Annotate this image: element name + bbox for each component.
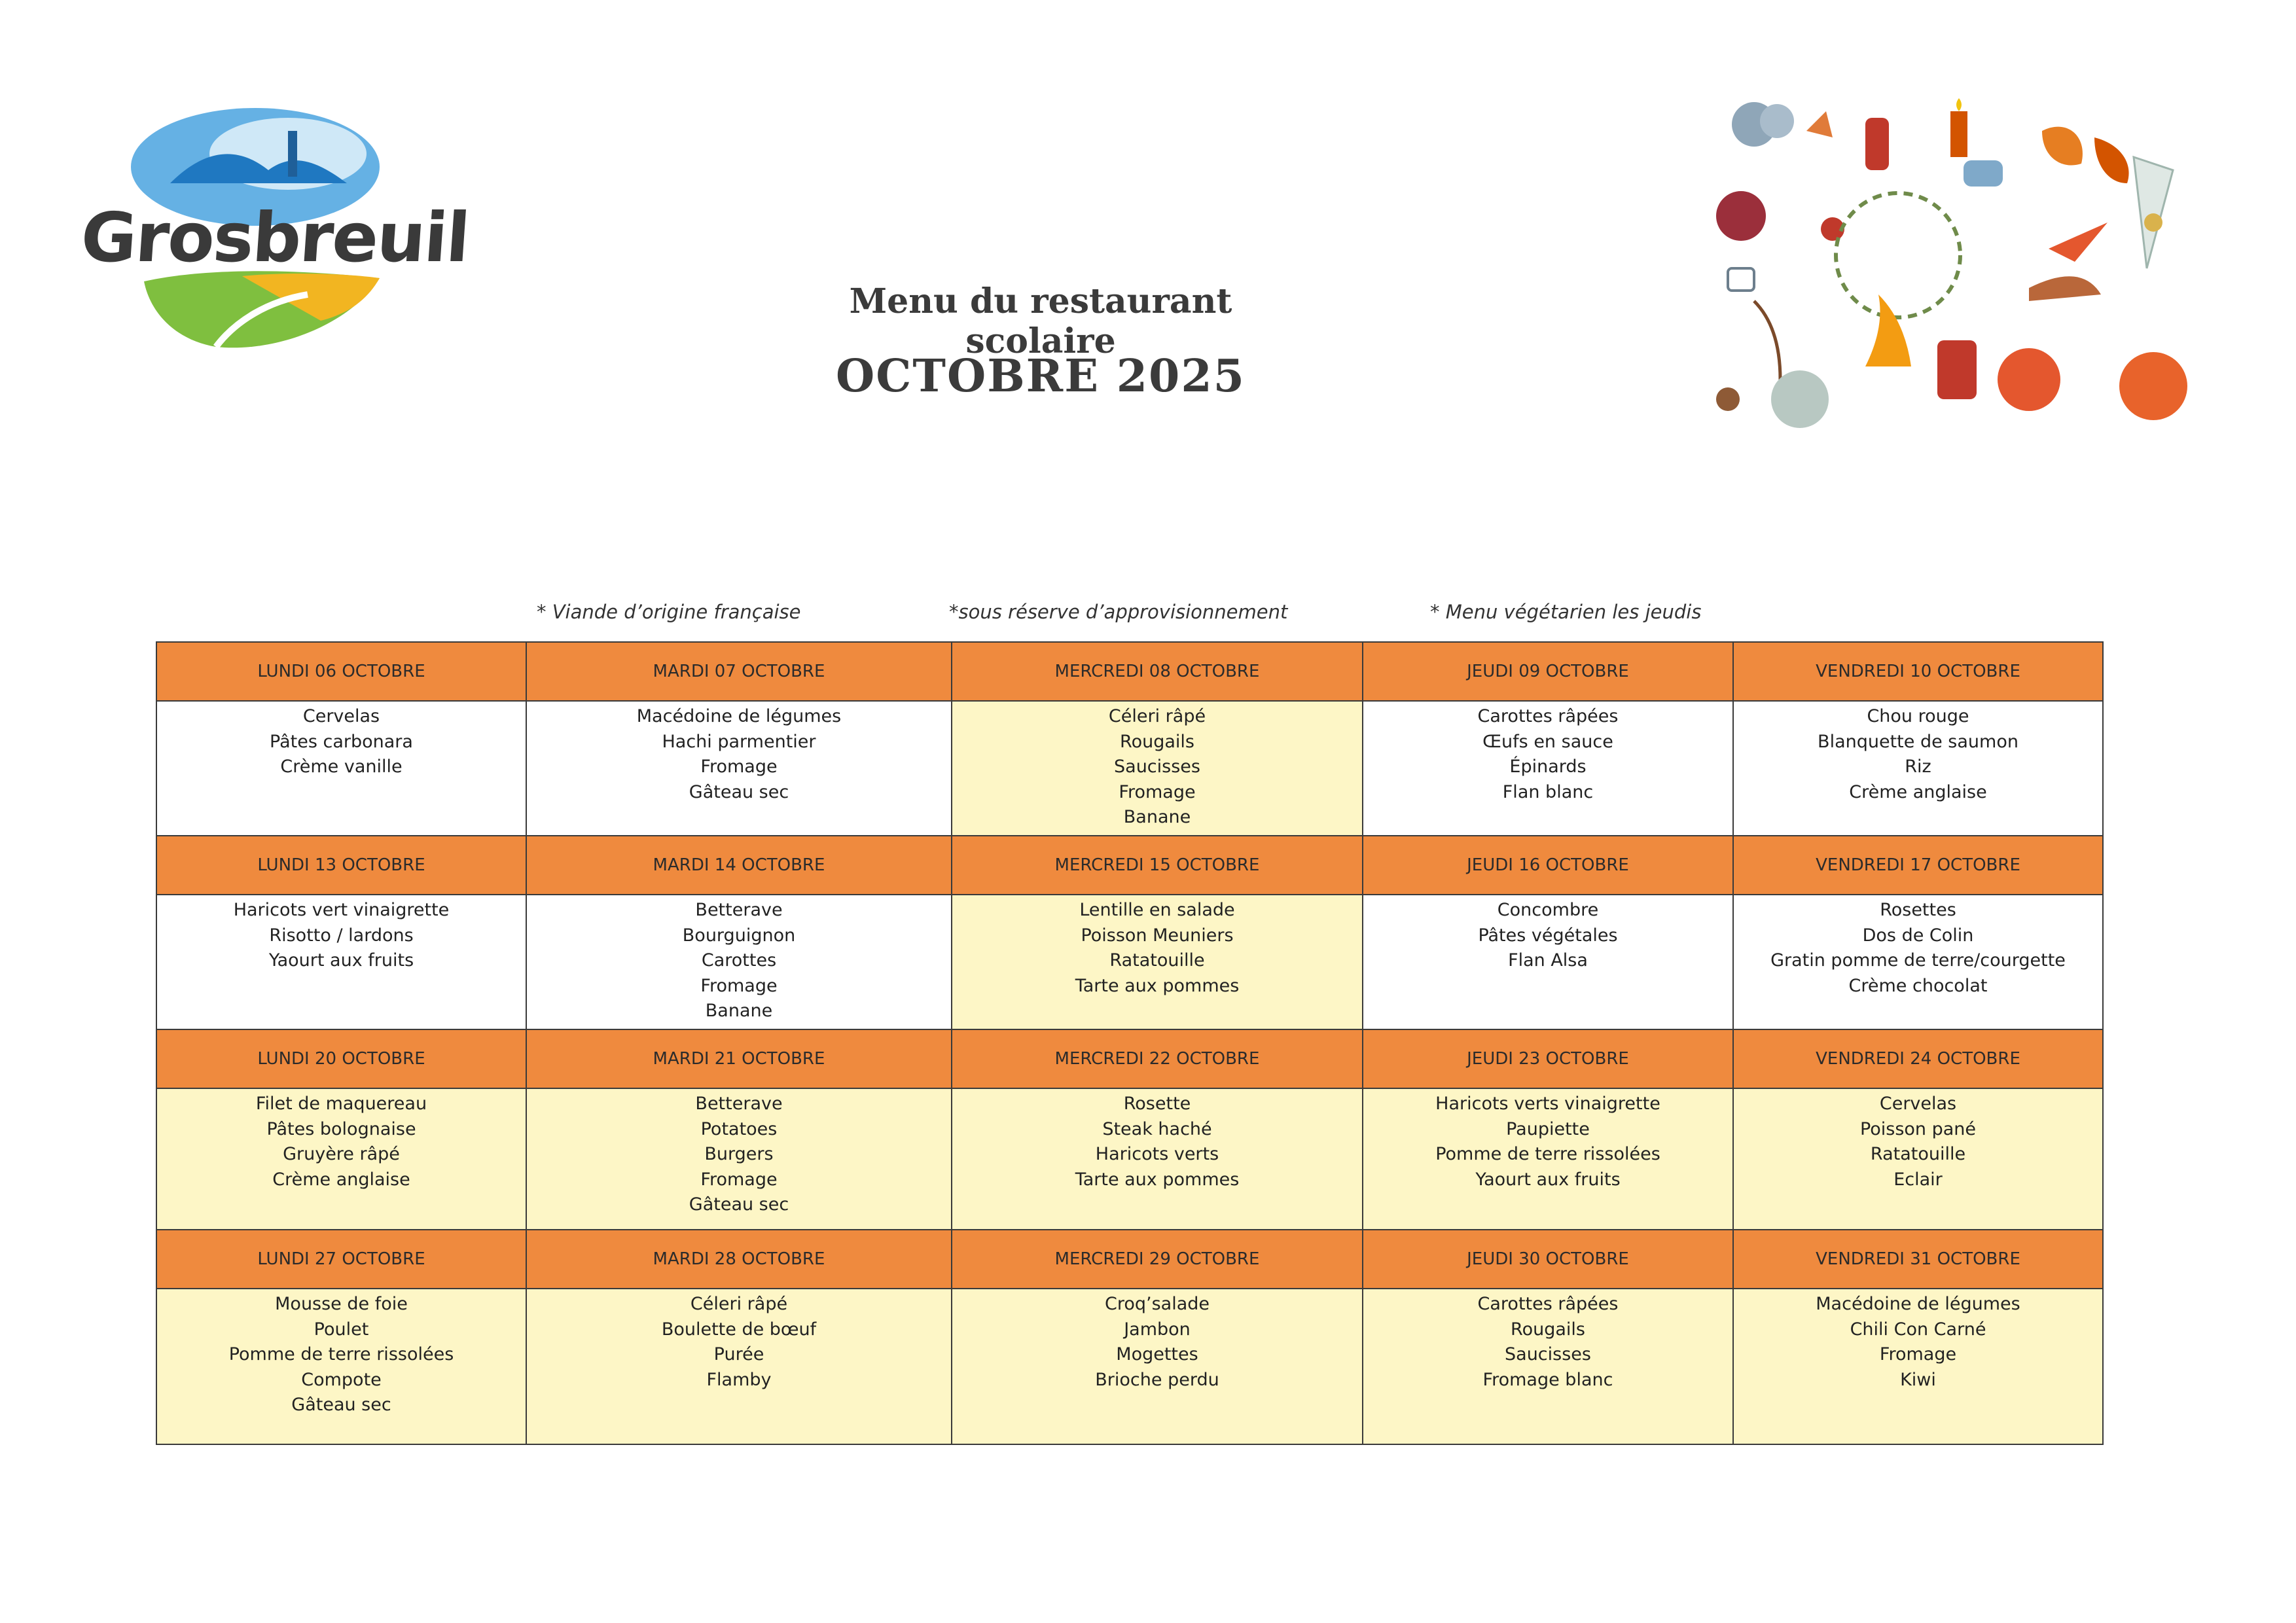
menu-item: Crème vanille [280, 757, 403, 777]
menu-item: Compote [301, 1369, 382, 1390]
day-menu [526, 1289, 952, 1444]
day-menu [952, 1088, 1363, 1230]
menu-item: Brioche perdu [1095, 1369, 1219, 1390]
menu-item: Tarte aux pommes [1075, 1169, 1240, 1190]
menu-item: Poulet [314, 1319, 369, 1340]
menu-item: Risotto / lardons [269, 925, 414, 946]
day-header: LUNDI 06 OCTOBRE [156, 642, 526, 701]
menu-item: Macédoine de légumes [1816, 1294, 2020, 1314]
menu-item: Céleri râpé [1108, 706, 1206, 726]
menu-item: Chou rouge [1867, 706, 1969, 726]
day-menu [156, 1088, 526, 1230]
menu-item: Gratin pomme de terre/courgette [1770, 950, 2066, 971]
menu-item: Poisson Meuniers [1081, 925, 1234, 946]
menu-item: Haricots verts vinaigrette [1435, 1094, 1660, 1114]
menu-item: Flan blanc [1502, 781, 1594, 802]
autumn-illustration [1702, 92, 2212, 471]
day-header: MERCREDI 08 OCTOBRE [952, 642, 1363, 701]
menu-item: Tarte aux pommes [1075, 975, 1240, 996]
day-header: MERCREDI 15 OCTOBRE [952, 836, 1363, 895]
menu-item: Haricots verts [1095, 1144, 1219, 1164]
menu-item: Crème anglaise [1849, 781, 1987, 802]
menu-item: Œufs en sauce [1482, 731, 1613, 752]
day-header: VENDREDI 31 OCTOBRE [1733, 1230, 2103, 1289]
day-header: VENDREDI 10 OCTOBRE [1733, 642, 2103, 701]
day-menu [1733, 1289, 2103, 1444]
menu-item: Rosettes [1880, 900, 1956, 920]
page-month: OCTOBRE 2025 [836, 350, 1246, 402]
menu-item: Lentille en salade [1079, 900, 1235, 920]
menu-item: Riz [1905, 757, 1931, 777]
menu-item: Croq’salade [1104, 1294, 1210, 1314]
menu-item: Rougails [1120, 731, 1194, 752]
menu-item: Gâteau sec [689, 1194, 789, 1215]
day-header: MERCREDI 29 OCTOBRE [952, 1230, 1363, 1289]
note-vegetarian: * Menu végétarien les jeudis [1430, 601, 1702, 623]
day-header: MARDI 14 OCTOBRE [526, 836, 952, 895]
week-1-header [156, 642, 2103, 701]
week-4-header [156, 1230, 2103, 1289]
menu-item: Haricots vert vinaigrette [233, 900, 450, 920]
menu-item: Yaourt aux fruits [1475, 1169, 1621, 1190]
menu-item: Fromage [700, 757, 778, 777]
menu-item: Gâteau sec [689, 781, 789, 802]
menu-item: Bourguignon [682, 925, 796, 946]
menu-item: Cervelas [1879, 1094, 1957, 1114]
day-header: JEUDI 23 OCTOBRE [1363, 1029, 1733, 1088]
menu-item: Pâtes végétales [1478, 925, 1618, 946]
menu-item: Fromage [1119, 781, 1196, 802]
menu-item: Steak haché [1102, 1118, 1212, 1139]
menu-item: Chili Con Carné [1850, 1319, 1986, 1340]
week-1-menu [156, 701, 2103, 836]
day-menu [952, 701, 1363, 836]
menu-item: Betterave [695, 900, 783, 920]
menu-item: Épinards [1509, 757, 1587, 777]
menu-item: Ratatouille [1870, 1144, 1966, 1164]
menu-item: Fromage [1879, 1344, 1957, 1364]
day-menu [1733, 701, 2103, 836]
day-header: LUNDI 20 OCTOBRE [156, 1029, 526, 1088]
logo-text: Grosbreuil [78, 198, 471, 277]
menu-item: Pâtes carbonara [270, 731, 413, 752]
menu-item: Fromage [700, 975, 778, 996]
day-header: JEUDI 30 OCTOBRE [1363, 1230, 1733, 1289]
menu-item: Pomme de terre rissolées [228, 1344, 454, 1364]
day-menu [1363, 895, 1733, 1029]
menu-item: Crème anglaise [272, 1169, 410, 1190]
menu-item: Dos de Colin [1862, 925, 1974, 946]
menu-item: Blanquette de saumon [1818, 731, 2018, 752]
menu-item: Mogettes [1116, 1344, 1198, 1364]
day-menu [156, 701, 526, 836]
menu-item: Céleri râpé [690, 1294, 788, 1314]
menu-item: Potatoes [700, 1118, 778, 1139]
menu-item: Flan Alsa [1508, 950, 1588, 971]
menu-item: Crème chocolat [1848, 975, 1988, 996]
menu-item: Boulette de bœuf [661, 1319, 817, 1340]
menu-item: Macédoine de légumes [636, 706, 842, 726]
day-header: MARDI 28 OCTOBRE [526, 1230, 952, 1289]
day-header: MERCREDI 22 OCTOBRE [952, 1029, 1363, 1088]
day-menu [952, 1289, 1363, 1444]
day-menu [1363, 1289, 1733, 1444]
menu-item: Flamby [706, 1369, 772, 1390]
day-header: LUNDI 13 OCTOBRE [156, 836, 526, 895]
day-menu [526, 1088, 952, 1230]
day-header: JEUDI 09 OCTOBRE [1363, 642, 1733, 701]
day-menu [156, 1289, 526, 1444]
day-menu [1733, 895, 2103, 1029]
menu-item: Burgers [704, 1144, 774, 1164]
menu-item: Banane [1123, 807, 1191, 827]
week-2-header [156, 836, 2103, 895]
week-3-menu [156, 1088, 2103, 1230]
day-menu [1363, 701, 1733, 836]
day-menu [526, 701, 952, 836]
day-menu [526, 895, 952, 1029]
menu-item: Ratatouille [1109, 950, 1205, 971]
menu-item: Carottes râpées [1477, 1294, 1619, 1314]
day-menu [952, 895, 1363, 1029]
menu-item: Carottes [701, 950, 777, 971]
grosbreuil-logo [72, 105, 471, 380]
day-menu [1733, 1088, 2103, 1230]
week-3-header [156, 1029, 2103, 1088]
autumn-doodles [1702, 92, 2212, 471]
note-origin: * Viande d’origine française [537, 601, 801, 623]
day-header: MARDI 07 OCTOBRE [526, 642, 952, 701]
menu-item: Cervelas [302, 706, 380, 726]
day-header: LUNDI 27 OCTOBRE [156, 1230, 526, 1289]
menu-item: Fromage [700, 1169, 778, 1190]
menu-item: Eclair [1893, 1169, 1943, 1190]
note-supply: *sous réserve d’approvisionnement [949, 601, 1288, 623]
menu-item: Concombre [1497, 900, 1599, 920]
week-4-menu [156, 1289, 2103, 1444]
menu-item: Pomme de terre rissolées [1435, 1144, 1660, 1164]
menu-item: Purée [713, 1344, 764, 1364]
day-menu [156, 895, 526, 1029]
menu-item: Yaourt aux fruits [268, 950, 414, 971]
menu-item: Mousse de foie [275, 1294, 408, 1314]
menu-item: Kiwi [1900, 1369, 1936, 1390]
menu-item: Fromage blanc [1482, 1369, 1613, 1390]
week-2-menu [156, 895, 2103, 1029]
day-menu [1363, 1088, 1733, 1230]
day-header: VENDREDI 17 OCTOBRE [1733, 836, 2103, 895]
menu-item: Betterave [695, 1094, 783, 1114]
menu-item: Rougails [1511, 1319, 1585, 1340]
menu-item: Hachi parmentier [662, 731, 816, 752]
menu-item: Gruyère râpé [283, 1144, 400, 1164]
day-header: JEUDI 16 OCTOBRE [1363, 836, 1733, 895]
page-title: Menu du restaurant scolaire [849, 281, 1232, 361]
day-header: VENDREDI 24 OCTOBRE [1733, 1029, 2103, 1088]
menu-item: Banane [705, 1001, 773, 1021]
menu-item: Saucisses [1505, 1344, 1591, 1364]
menu-item: Rosette [1123, 1094, 1191, 1114]
menu-item: Jambon [1124, 1319, 1191, 1340]
menu-item: Carottes râpées [1477, 706, 1619, 726]
menu-item: Poisson pané [1859, 1118, 1977, 1139]
menu-item: Saucisses [1114, 757, 1200, 777]
menu-item: Pâtes bolognaise [266, 1118, 416, 1139]
menu-item: Paupiette [1506, 1118, 1590, 1139]
menu-table [156, 641, 2104, 1445]
day-header: MARDI 21 OCTOBRE [526, 1029, 952, 1088]
menu-item: Filet de maquereau [255, 1094, 427, 1114]
menu-item: Gâteau sec [291, 1395, 391, 1415]
